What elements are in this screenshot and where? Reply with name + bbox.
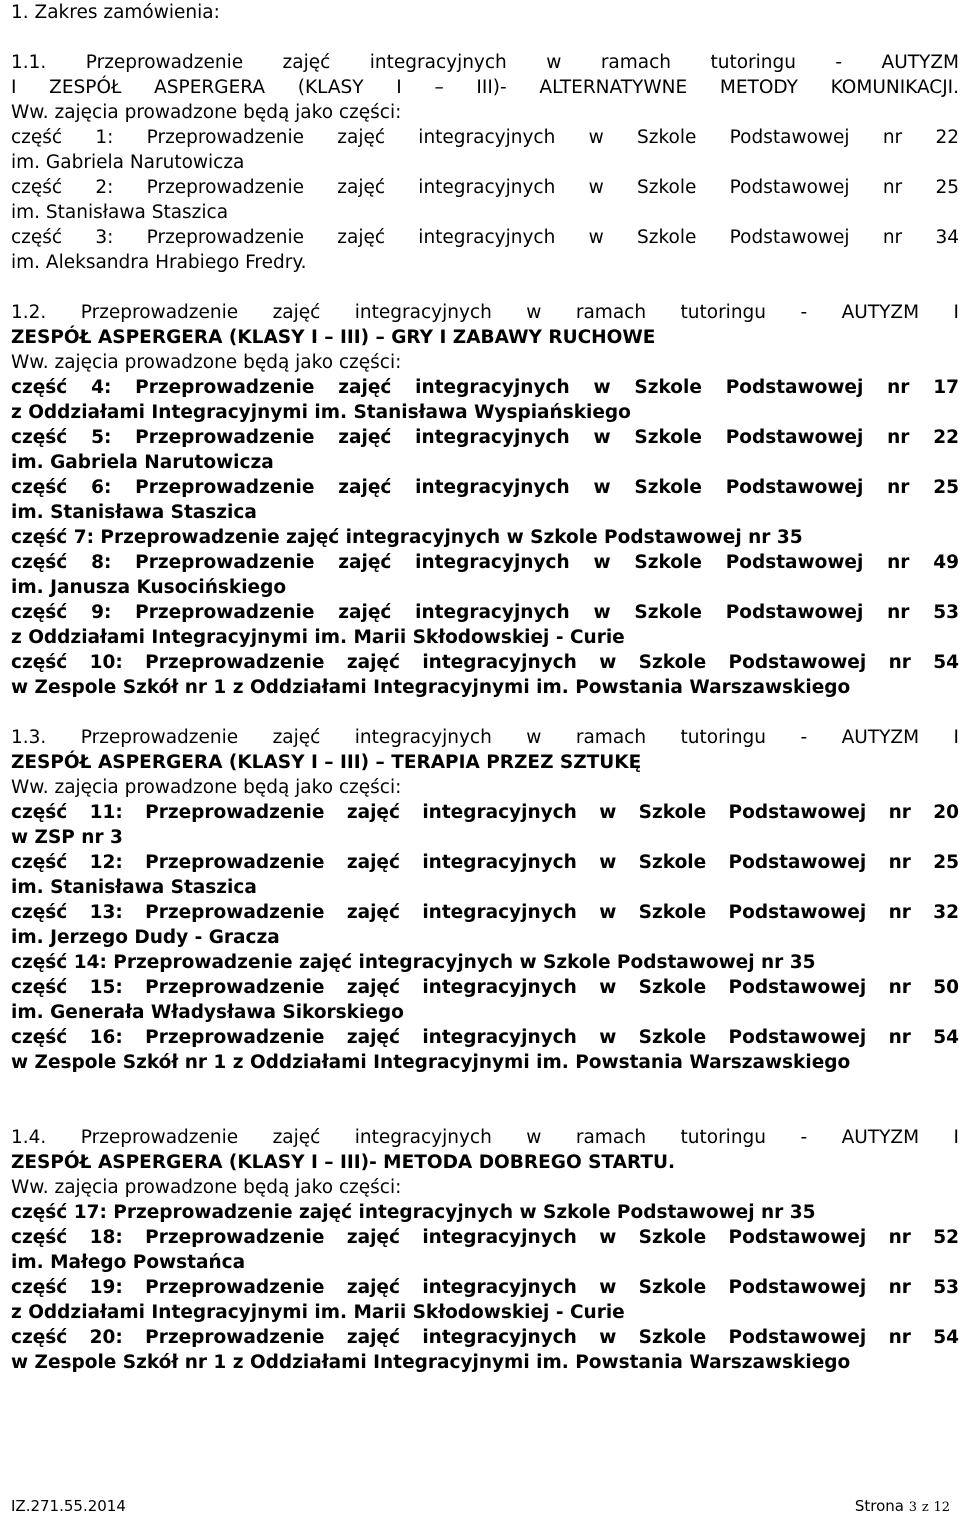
section-1-2 (11, 300, 959, 700)
section-title-line: 1.1. Przeprowadzenie zajęć integracyjnych w ramach tutoringu - AUTYZM (11, 52, 959, 73)
document-page (11, 0, 959, 1375)
section-title-line: ZESPÓŁ ASPERGERA (KLASY I – III)- METODA DOBREGO STARTU. (11, 1152, 676, 1173)
part-line: część 16: Przeprowadzenie zajęć integracyjnych w Szkole Podstawowej nr 54 (11, 1027, 959, 1048)
page-label: Strona (854, 1497, 904, 1515)
part-line-cont: im. Gabriela Narutowicza (11, 152, 245, 173)
part-line-cont: w Zespole Szkół nr 1 z Oddziałami Integracyjnymi im. Powstania Warszawskiego (11, 1052, 851, 1073)
page-heading: 1. Zakres zamówienia: (11, 2, 220, 23)
page-of: z (921, 1500, 929, 1515)
part-line-cont: im. Generała Władysława Sikorskiego (11, 1002, 404, 1023)
part-line-cont: z Oddziałami Integracyjnymi im. Marii Skłodowskiej - Curie (11, 627, 625, 648)
document-reference: IZ.271.55.2014 (11, 1497, 126, 1515)
part-line: część 17: Przeprowadzenie zajęć integracyjnych w Szkole Podstawowej nr 35 (11, 1202, 816, 1223)
part-line: część 14: Przeprowadzenie zajęć integracyjnych w Szkole Podstawowej nr 35 (11, 952, 816, 973)
part-line: część 4: Przeprowadzenie zajęć integracyjnych w Szkole Podstawowej nr 17 (11, 377, 959, 398)
part-line: część 5: Przeprowadzenie zajęć integracyjnych w Szkole Podstawowej nr 22 (11, 427, 959, 448)
page-footer (11, 1496, 950, 1516)
section-title-line: 1.2. Przeprowadzenie zajęć integracyjnych w ramach tutoringu - AUTYZM I (11, 302, 959, 323)
part-line: część 7: Przeprowadzenie zajęć integracyjnych w Szkole Podstawowej nr 35 (11, 527, 803, 548)
part-line: część 8: Przeprowadzenie zajęć integracyjnych w Szkole Podstawowej nr 49 (11, 552, 959, 573)
section-1-3 (11, 725, 959, 1075)
section-title-line: I ZESPÓŁ ASPERGERA (KLASY I – III)- ALTERNATYWNE METODY KOMUNIKACJI. (11, 77, 959, 98)
section-title-line: 1.3. Przeprowadzenie zajęć integracyjnych w ramach tutoringu - AUTYZM I (11, 727, 959, 748)
part-line: część 2: Przeprowadzenie zajęć integracyjnych w Szkole Podstawowej nr 25 (11, 177, 959, 198)
part-line-cont: im. Janusza Kusocińskiego (11, 577, 287, 598)
page-number (855, 1497, 950, 1515)
part-line-cont: w ZSP nr 3 (11, 827, 123, 848)
intro-label: Ww. zajęcia prowadzone będą jako części: (11, 777, 402, 798)
part-line-cont: im. Małego Powstańca (11, 1252, 246, 1273)
section-title-line: 1.4. Przeprowadzenie zajęć integracyjnych w ramach tutoringu - AUTYZM I (11, 1127, 959, 1148)
part-line: część 13: Przeprowadzenie zajęć integracyjnych w Szkole Podstawowej nr 32 (11, 902, 959, 923)
part-line-cont: z Oddziałami Integracyjnymi im. Marii Skłodowskiej - Curie (11, 1302, 625, 1323)
part-line: część 18: Przeprowadzenie zajęć integracyjnych w Szkole Podstawowej nr 52 (11, 1227, 959, 1248)
part-line-cont: im. Gabriela Narutowicza (11, 452, 274, 473)
intro-label: Ww. zajęcia prowadzone będą jako części: (11, 1177, 402, 1198)
part-line-cont: z Oddziałami Integracyjnymi im. Stanisława Wyspiańskiego (11, 402, 631, 423)
part-line: część 9: Przeprowadzenie zajęć integracyjnych w Szkole Podstawowej nr 53 (11, 602, 959, 623)
part-line: część 6: Przeprowadzenie zajęć integracyjnych w Szkole Podstawowej nr 25 (11, 477, 959, 498)
part-line-cont: w Zespole Szkół nr 1 z Oddziałami Integracyjnymi im. Powstania Warszawskiego (11, 677, 851, 698)
intro-label: Ww. zajęcia prowadzone będą jako części: (11, 102, 402, 123)
part-line: część 11: Przeprowadzenie zajęć integracyjnych w Szkole Podstawowej nr 20 (11, 802, 959, 823)
section-1-4 (11, 1125, 959, 1375)
part-line-cont: im. Jerzego Dudy - Gracza (11, 927, 280, 948)
section-1-1 (11, 50, 959, 275)
part-line: część 15: Przeprowadzenie zajęć integracyjnych w Szkole Podstawowej nr 50 (11, 977, 959, 998)
part-line-cont: im. Aleksandra Hrabiego Fredry. (11, 252, 307, 273)
part-line: część 20: Przeprowadzenie zajęć integracyjnych w Szkole Podstawowej nr 54 (11, 1327, 959, 1348)
part-line-cont: im. Stanisława Staszica (11, 877, 257, 898)
part-line: część 1: Przeprowadzenie zajęć integracyjnych w Szkole Podstawowej nr 22 (11, 127, 959, 148)
part-line-cont: im. Stanisława Staszica (11, 502, 257, 523)
section-title-line: ZESPÓŁ ASPERGERA (KLASY I – III) – GRY I ZABAWY RUCHOWE (11, 327, 656, 348)
part-line: część 3: Przeprowadzenie zajęć integracyjnych w Szkole Podstawowej nr 34 (11, 227, 959, 248)
part-line: część 19: Przeprowadzenie zajęć integracyjnych w Szkole Podstawowej nr 53 (11, 1277, 959, 1298)
section-title-line: ZESPÓŁ ASPERGERA (KLASY I – III) – TERAPIA PRZEZ SZTUKĘ (11, 752, 642, 773)
part-line: część 10: Przeprowadzenie zajęć integracyjnych w Szkole Podstawowej nr 54 (11, 652, 959, 673)
part-line: część 12: Przeprowadzenie zajęć integracyjnych w Szkole Podstawowej nr 25 (11, 852, 959, 873)
part-line-cont: w Zespole Szkół nr 1 z Oddziałami Integracyjnymi im. Powstania Warszawskiego (11, 1352, 851, 1373)
page-total: 12 (933, 1500, 950, 1515)
part-line-cont: im. Stanisława Staszica (11, 202, 229, 223)
intro-label: Ww. zajęcia prowadzone będą jako części: (11, 352, 402, 373)
page-current: 3 (908, 1500, 918, 1515)
